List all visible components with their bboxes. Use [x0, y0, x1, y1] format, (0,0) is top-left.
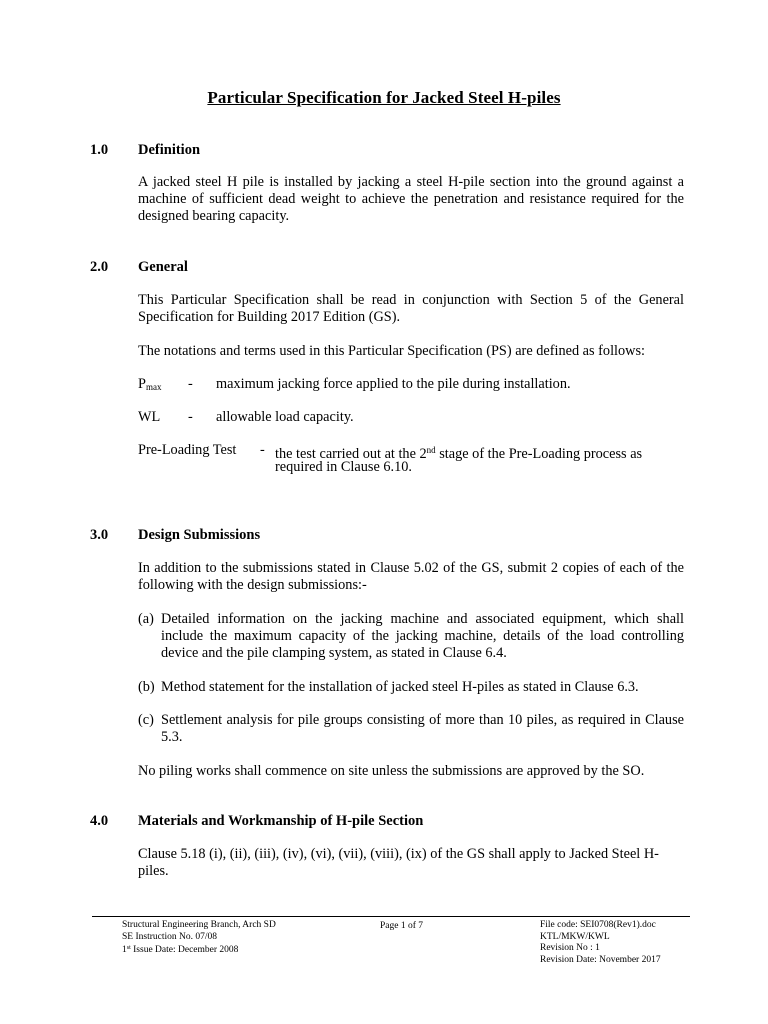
wl-definition: allowable load capacity.: [216, 409, 354, 425]
item-text: Detailed information on the jacking machine and associated equipment, which shall include the maximum capacity of the jacking machine, details of the load controlling device and the pile clamping system, as stated in Clause 6.4.: [161, 611, 684, 661]
footer-file-code: File code: SEI0708(Rev1).doc: [540, 920, 656, 930]
item-marker: (a): [138, 611, 154, 627]
footer-revision-date: Revision Date: November 2017: [540, 954, 661, 965]
pmax-definition: maximum jacking force applied to the pile during installation.: [216, 376, 571, 392]
pmax-symbol: $P_{max}$: [138, 376, 162, 392]
item-text: Method statement for the installation of jacked steel H-piles as stated in Clause 6.3.: [161, 679, 639, 695]
preload-test-definition-line2: required in Clause 6.10.: [275, 459, 412, 475]
section-4-number: 4.0: [90, 813, 109, 829]
section-1-body: A jacked steel H pile is installed by jacking a steel H-pile section into the ground against a machine of sufficient dead weight to achieve the penetration and resistance required for the designed bearing capacity.: [138, 174, 684, 224]
section-2-para2: The notations and terms used in this Particular Specification (PS) are defined as follows:: [138, 343, 646, 359]
footer-issue-date: 1st Issue Date: December 2008: [122, 945, 239, 955]
footer-branch: Structural Engineering Branch, Arch SD: [122, 920, 276, 930]
section-4-body: Clause 5.18 (i), (ii), (iii), (iv), (vi), (vii), (viii), (ix) of the GS shall apply to Jacked Steel H-piles.: [138, 846, 659, 879]
wl-symbol: WL: [138, 409, 161, 425]
submission-item-c: [138, 712, 684, 746]
section-1-heading: Definition: [138, 142, 201, 158]
footer-initials: KTL/MKW/KWL: [540, 931, 610, 942]
preload-test-label: Pre-Loading Test: [138, 442, 237, 458]
section-2-heading: General: [138, 259, 188, 275]
footer-page-number: Page 1 of 7: [380, 921, 424, 931]
footer-left: [122, 920, 276, 957]
section-2-para1: This Particular Specification shall be read in conjunction with Section 5 of the General Specification for Building 2017 Edition (GS).: [138, 292, 684, 325]
preload-test-definition: the test carried out at the 2nd stage of the Pre-Loading process as: [275, 445, 643, 462]
item-marker: (b): [138, 679, 155, 695]
footer-instruction-no: SE Instruction No. 07/08: [122, 931, 217, 942]
footer-divider: [92, 916, 690, 917]
section-4-heading: Materials and Workmanship of H-pile Section: [138, 813, 424, 829]
pmax-dash: -: [188, 376, 193, 392]
section-3-number: 3.0: [90, 527, 109, 543]
submission-item-b: [138, 679, 684, 696]
document-title: Particular Specification for Jacked Steel H-piles: [207, 88, 561, 107]
item-marker: (c): [138, 712, 154, 728]
section-3-intro: In addition to the submissions stated in Clause 5.02 of the GS, submit 2 copies of each of the following with the design submissions:-: [138, 560, 684, 593]
footer-right: [540, 920, 661, 966]
preload-test-dash: -: [260, 442, 265, 458]
wl-dash: -: [188, 409, 193, 425]
section-2-number: 2.0: [90, 259, 109, 275]
section-3-closing: No piling works shall commence on site unless the submissions are approved by the SO.: [138, 763, 645, 779]
section-3-heading: Design Submissions: [138, 527, 261, 543]
footer-revision-no: Revision No : 1: [540, 943, 600, 953]
section-1-number: 1.0: [90, 142, 109, 158]
item-text: Settlement analysis for pile groups consisting of more than 10 piles, as required in Clause 5.3.: [161, 712, 684, 745]
submission-item-a: [138, 611, 684, 662]
